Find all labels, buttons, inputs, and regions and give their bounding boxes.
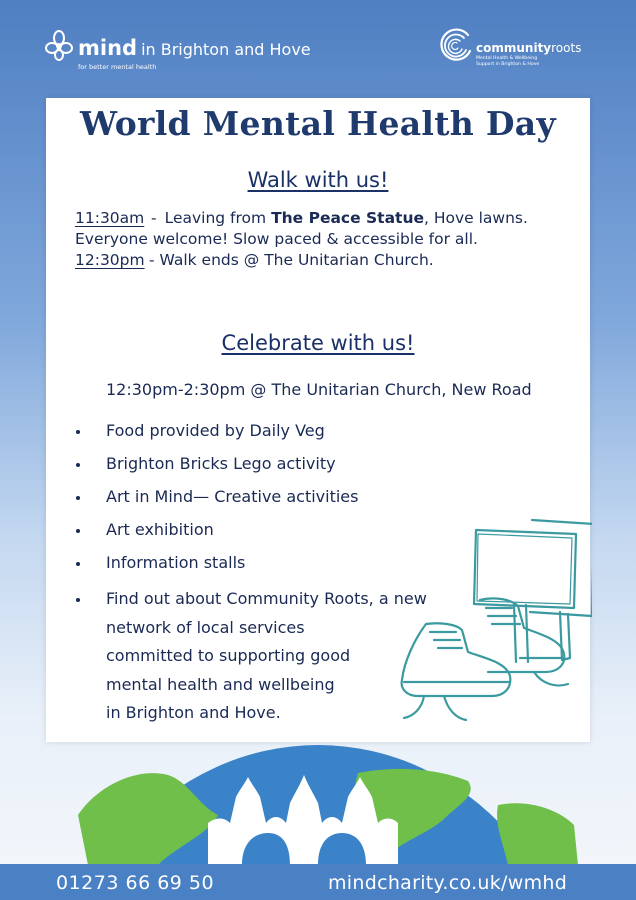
community-roots-line: in Brighton and Hove. [106, 703, 281, 722]
cr-name-right: roots [551, 41, 582, 55]
boots-placards-illustration [364, 512, 592, 728]
community-roots-line: network of local services [106, 617, 305, 637]
walk-text-post: , Hove lawns. Everyone welcome! Slow paced & accessible for all. [75, 209, 528, 248]
phone-number: 01273 66 69 50 [56, 872, 215, 894]
walk-line-2 [75, 250, 571, 271]
mind-word: mind [78, 36, 138, 60]
list-item: Art in Mind— Creative activities [74, 486, 534, 519]
cr-subtitle-line-1: Mental Health & Wellbeing [476, 56, 538, 61]
mind-logo [44, 30, 334, 74]
celebrate-time-venue: 12:30pm-2:30pm @ The Unitarian Church, New Road [106, 380, 532, 399]
walk-text-pre: Leaving from [164, 209, 272, 227]
poster-card [46, 98, 590, 742]
community-roots-swirl-icon [438, 27, 474, 63]
community-roots-line: mental health and wellbeing [106, 674, 335, 694]
walk-start-time: 11:30am [75, 209, 145, 227]
walk-end-time: 12:30pm [75, 251, 145, 269]
cr-name-left: community [476, 41, 552, 55]
list-item: Art exhibition [74, 519, 534, 552]
celebrate-heading [46, 331, 590, 355]
walk-heading-text: Walk with us! [247, 168, 389, 192]
mind-name [78, 36, 311, 60]
list-item: Brighton Bricks Lego activity [74, 453, 534, 486]
community-roots-line: Find out about Community Roots, a new [106, 589, 427, 608]
list-item: Food provided by Daily Veg [74, 420, 534, 453]
website-link[interactable]: mindcharity.co.uk/wmhd [328, 872, 568, 894]
walk-end-text: - Walk ends @ The Unitarian Church. [149, 251, 434, 269]
cr-subtitle-line-2: Support in Brighton & Hove [476, 61, 540, 67]
walk-heading [46, 168, 590, 192]
mind-flower-icon [44, 30, 74, 62]
walk-line-1 [75, 208, 571, 250]
community-roots-logo [438, 27, 598, 73]
mind-location: in Brighton and Hove [141, 40, 311, 59]
walk-details [75, 208, 571, 271]
community-roots-name [476, 41, 581, 55]
community-roots-line: committed to supporting good [106, 646, 351, 665]
list-item: Information stalls [74, 552, 534, 585]
poster-title: World Mental Health Day [80, 104, 556, 143]
mind-tagline: for better mental health [78, 63, 157, 71]
globe-illustration [58, 745, 578, 865]
community-roots-subtitle [476, 56, 539, 67]
walk-start-place: The Peace Statue [271, 209, 424, 227]
celebrate-heading-text: Celebrate with us! [221, 331, 415, 355]
walk-dash: - [151, 209, 157, 227]
